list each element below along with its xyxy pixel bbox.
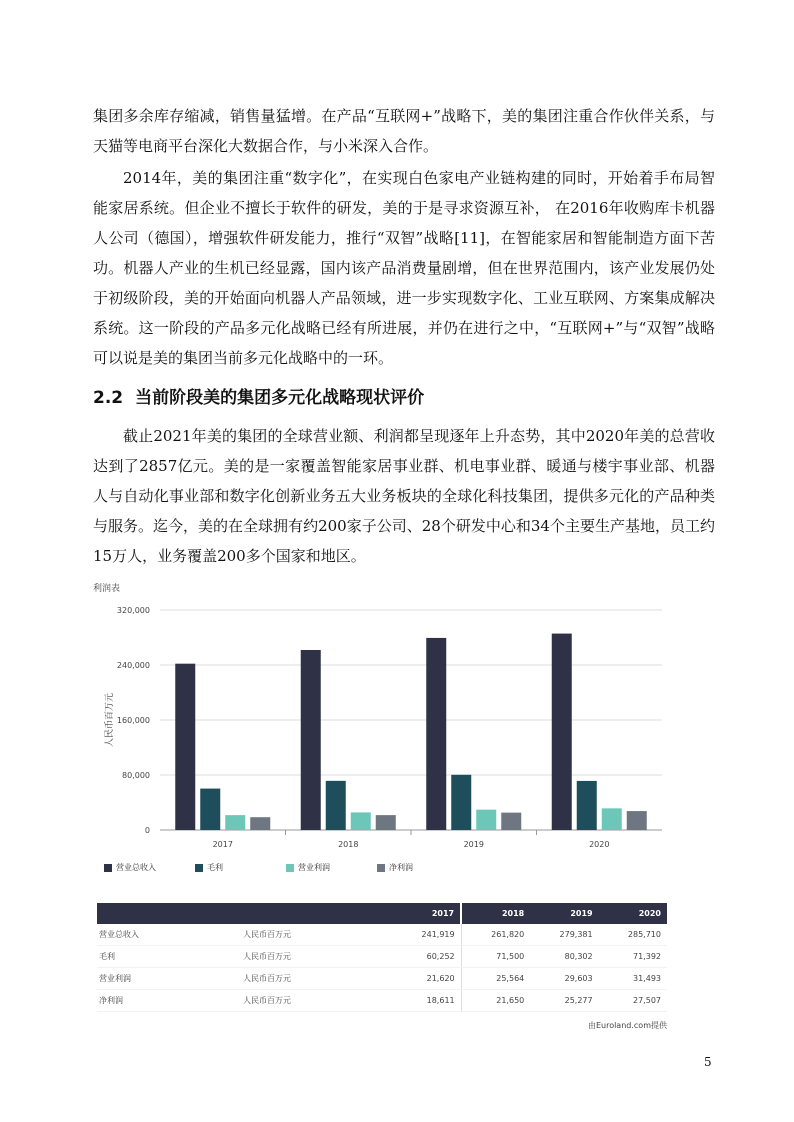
cell-value: 31,493 (599, 968, 667, 990)
paragraph-1: 集团多余库存缩减，销售量猛增。在产品“互联网+”战略下，美的集团注重合作伙伴关系，与天猫等电商平台深化大数据合作，与小米深入合作。 (93, 107, 715, 155)
bar-2018 (301, 650, 321, 830)
section-title: 当前阶段美的集团多元化战略现状评价 (135, 388, 425, 408)
y-tick-label: 80,000 (122, 771, 150, 780)
bar-2018 (351, 812, 371, 830)
cell-value: 241,919 (392, 924, 461, 946)
bar-2020 (627, 811, 647, 830)
legend-label: 净利润 (389, 863, 413, 872)
cell-value: 27,507 (599, 990, 667, 1012)
cell-value: 80,302 (530, 946, 598, 968)
row-label: 净利润 (97, 990, 237, 1012)
row-label: 营业总收入 (97, 924, 237, 946)
bar-2020 (552, 634, 572, 830)
y-tick-label: 160,000 (116, 716, 150, 725)
row-unit: 人民币百万元 (237, 924, 392, 946)
table-row (97, 968, 667, 990)
chart-legend (104, 862, 424, 876)
bar-2019 (501, 813, 521, 830)
cell-value: 285,710 (599, 924, 667, 946)
x-tick-label: 2017 (212, 840, 233, 849)
bar-chart (0, 578, 794, 860)
page-number: 5 (704, 1055, 712, 1069)
x-tick-label: 2020 (589, 840, 610, 849)
cell-value: 279,381 (530, 924, 598, 946)
cell-value: 25,564 (461, 968, 530, 990)
cell-value: 21,650 (461, 990, 530, 1012)
table-row (97, 924, 667, 946)
cell-value: 60,252 (392, 946, 461, 968)
table-row (97, 990, 667, 1012)
legend-label: 毛利 (207, 863, 223, 872)
cell-value: 18,611 (392, 990, 461, 1012)
header-blank (97, 903, 237, 924)
financial-table (97, 903, 667, 1012)
legend-label: 营业总收入 (116, 863, 156, 872)
row-unit: 人民币百万元 (237, 968, 392, 990)
source-note: 由Euroland.com提供 (587, 1021, 667, 1030)
bar-2019 (426, 638, 446, 830)
x-tick-label: 2019 (463, 840, 484, 849)
paragraph-2: 2014年，美的集团注重“数字化”，在实现白色家电产业链构建的同时，开始着手布局智能家居系统。但企业不擅长于软件的研发，美的于是寻求资源互补， 在2016年收购库卡机器人公司（德国），增强软件研发能力，推行“双智”战略[11]，在智能家居和智能制造方面下苦功。机器人产业的生机已经显露，国内该产品消费量剧增，但在世界范围内，该产业发展仍处于初级阶段，美的开始面向机器人产品领域，进一步实现数字化、工业互联网、方案集成解决系统。这一阶段的产品多元化战略已经有所进展，并仍在进行之中，“互联网+”与“双智”战略可以说是美的集团当前多元化战略中的一环。 (93, 169, 715, 367)
bar-2020 (577, 781, 597, 830)
bar-2019 (451, 775, 471, 830)
legend-label: 营业利润 (298, 863, 330, 872)
cell-value: 71,392 (599, 946, 667, 968)
cell-value: 29,603 (530, 968, 598, 990)
section-number: 2.2 (93, 388, 124, 408)
bar-2017 (225, 815, 245, 830)
cell-value: 71,500 (461, 946, 530, 968)
header-year: 2018 (461, 903, 530, 924)
legend-swatch (104, 864, 112, 872)
row-unit: 人民币百万元 (237, 946, 392, 968)
bar-2017 (175, 664, 195, 830)
chart-title: 利润表 (93, 584, 121, 594)
bar-2020 (602, 808, 622, 830)
header-year: 2020 (599, 903, 667, 924)
cell-value: 261,820 (461, 924, 530, 946)
table-row (97, 946, 667, 968)
bar-2017 (200, 789, 220, 830)
bar-2019 (476, 810, 496, 830)
bar-2017 (250, 817, 270, 830)
legend-item-net-profit (377, 862, 413, 873)
legend-swatch (286, 864, 294, 872)
table-header-row (97, 903, 667, 924)
legend-item-operating-profit (286, 862, 330, 873)
x-tick-labels (213, 830, 610, 849)
y-axis-label: 人民币百万元 (105, 692, 115, 748)
y-tick-label: 240,000 (116, 661, 150, 670)
bar-2018 (376, 815, 396, 830)
section-heading (93, 383, 424, 408)
row-unit: 人民币百万元 (237, 990, 392, 1012)
cell-value: 25,277 (530, 990, 598, 1012)
y-tick-label: 320,000 (116, 606, 150, 615)
header-year: 2019 (530, 903, 598, 924)
header-blank (237, 903, 392, 924)
y-tick-label: 0 (144, 826, 150, 835)
legend-swatch (377, 864, 385, 872)
bar-2018 (326, 781, 346, 830)
x-tick-label: 2018 (338, 840, 359, 849)
chart-bars (175, 634, 647, 830)
legend-swatch (195, 864, 203, 872)
header-year: 2017 (392, 903, 461, 924)
row-label: 毛利 (97, 946, 237, 968)
cell-value: 21,620 (392, 968, 461, 990)
legend-item-revenue (104, 862, 156, 873)
legend-item-gross-profit (195, 862, 223, 873)
y-tick-labels (117, 606, 150, 835)
paragraph-3: 截止2021年美的集团的全球营业额、利润都呈现逐年上升态势，其中2020年美的总营收达到了2857亿元。美的是一家覆盖智能家居事业群、机电事业群、暖通与楼宇事业部、机器人与自动化事业部和数字化创新业务五大业务板块的全球化科技集团，提供多元化的产品种类与服务。迄今，美的在全球拥有约200家子公司、28个研发中心和34个主要生产基地，员工约15万人，业务覆盖200多个国家和地区。 (93, 427, 715, 565)
row-label: 营业利润 (97, 968, 237, 990)
